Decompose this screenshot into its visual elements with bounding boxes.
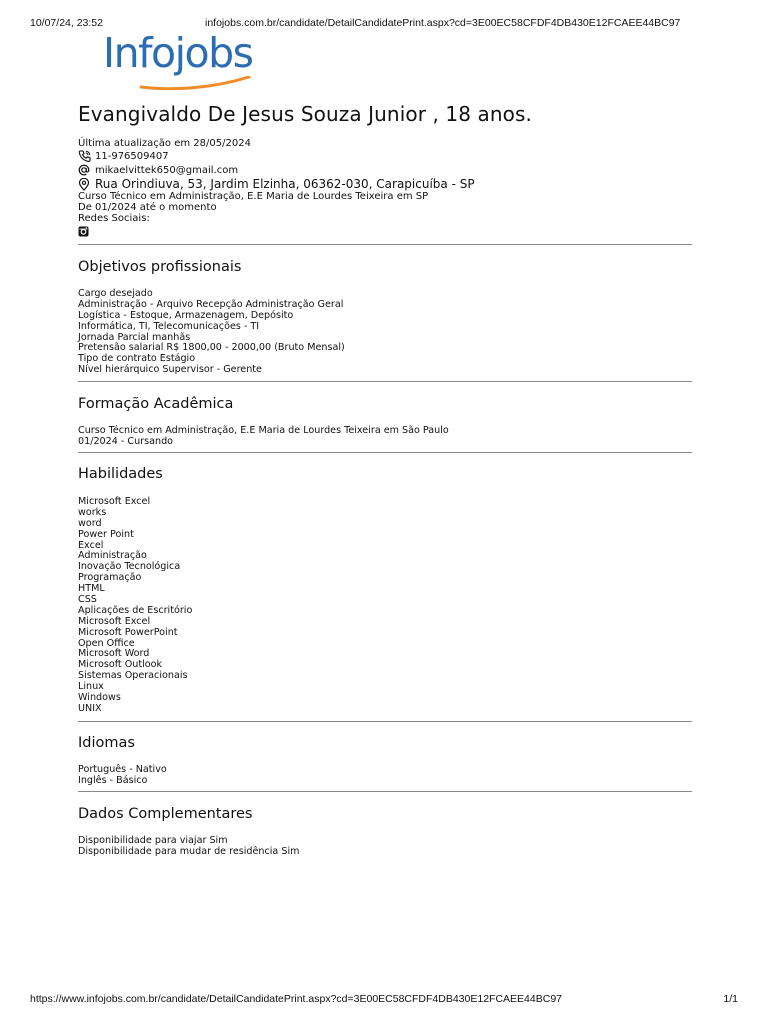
list-item: Sistemas Operacionais [78,670,188,682]
list-item: Microsoft Outlook [78,659,163,671]
last-update: Última atualização em 28/05/2024 [78,138,251,149]
list-item: Disponibilidade para viajar Sim [78,835,228,846]
list-item: Cargo desejado [78,288,153,299]
list-item: Microsoft Excel [78,615,151,627]
phone-row [78,149,692,163]
list-item: Inovação Tecnológica [78,561,181,573]
list-item: 01/2024 - Cursando [78,435,174,447]
social-label: Redes Sociais: [78,213,150,224]
list-item: Linux [78,681,104,693]
print-timestamp: 10/07/24, 23:52 [30,17,103,29]
list-item: Jornada Parcial manhãs [78,331,191,343]
phone-icon [78,150,92,162]
divider [78,721,692,722]
social-row [78,224,692,238]
list-item: Microsoft Word [78,648,150,660]
list-item: Logística - Estoque, Armazenagem, Depósito [78,309,294,321]
infojobs-logo[interactable] [103,30,253,90]
logo-text: Infojobs [103,29,253,77]
list-item: Informática, TI, Telecomunicações - TI [78,320,260,332]
list-item: Programação [78,572,142,584]
contact-block [78,138,692,238]
email-text[interactable]: mikaelvittek650@gmail.com [95,164,239,176]
course-period: De 01/2024 até o momento [78,202,217,213]
list-item: works [78,506,107,518]
list-item: Administração - Arquivo Recepção Administração Geral [78,298,344,310]
section-title-formacao: Formação Acadêmica [78,396,234,412]
list-item: Microsoft PowerPoint [78,626,178,638]
at-sign-icon [78,164,92,176]
section-title-objetivos: Objetivos profissionais [78,259,242,275]
idiomas-list [78,765,692,787]
location-pin-icon [78,178,92,190]
complementares-list [78,836,692,858]
course-summary: Curso Técnico em Administração, E.E Maria de Lourdes Teixeira em SP [78,191,429,202]
formacao-list [78,426,692,448]
section-title-idiomas: Idiomas [78,735,135,751]
candidate-name: Evangivaldo De Jesus Souza Junior , 18 anos. [78,102,532,126]
list-item: Português - Nativo [78,764,167,775]
objetivos-list [78,289,692,376]
print-footer-url: https://www.infojobs.com.br/candidate/DetailCandidatePrint.aspx?cd=3E00EC58CFDF4DB430E12FCAEE44BC97 [30,993,562,1005]
list-item: Tipo de contrato Estágio [78,353,196,365]
list-item: HTML [78,583,105,595]
list-item: Open Office [78,637,135,649]
divider [78,381,692,382]
list-item: Inglês - Básico [78,774,148,786]
list-item: Pretensão salarial R$ 1800,00 - 2000,00 (Bruto Mensal) [78,342,345,354]
list-item: Microsoft Excel [78,496,151,507]
phone-text: 11-976509407 [95,150,169,162]
email-row [78,163,692,177]
address-text: Rua Orindiuva, 53, Jardim Elzinha, 06362-030, Carapicuíba - SP [95,176,475,191]
section-title-complementares: Dados Complementares [78,806,253,822]
page-number: 1/1 [723,993,738,1005]
list-item: CSS [78,594,97,606]
section-title-habilidades: Habilidades [78,466,163,482]
list-item: Windows [78,692,121,704]
print-header-url: infojobs.com.br/candidate/DetailCandidatePrint.aspx?cd=3E00EC58CFDF4DB430E12FCAEE44BC97 [205,17,681,29]
list-item: Administração [78,550,147,562]
list-item: UNIX [78,702,102,714]
logo-swoosh-icon [139,76,251,90]
address-row [78,177,692,191]
list-item: Aplicações de Escritório [78,604,193,616]
divider [78,452,692,453]
divider [78,791,692,792]
list-item: word [78,517,102,529]
list-item: Power Point [78,528,134,540]
divider [78,244,692,245]
list-item: Nível hierárquico Supervisor - Gerente [78,364,262,376]
instagram-icon[interactable] [78,225,92,237]
list-item: Curso Técnico em Administração, E.E Maria de Lourdes Teixeira em São Paulo [78,425,449,436]
list-item: Excel [78,539,104,551]
list-item: Disponibilidade para mudar de residência Sim [78,845,300,857]
print-footer [30,993,738,1007]
habilidades-list [78,497,692,715]
